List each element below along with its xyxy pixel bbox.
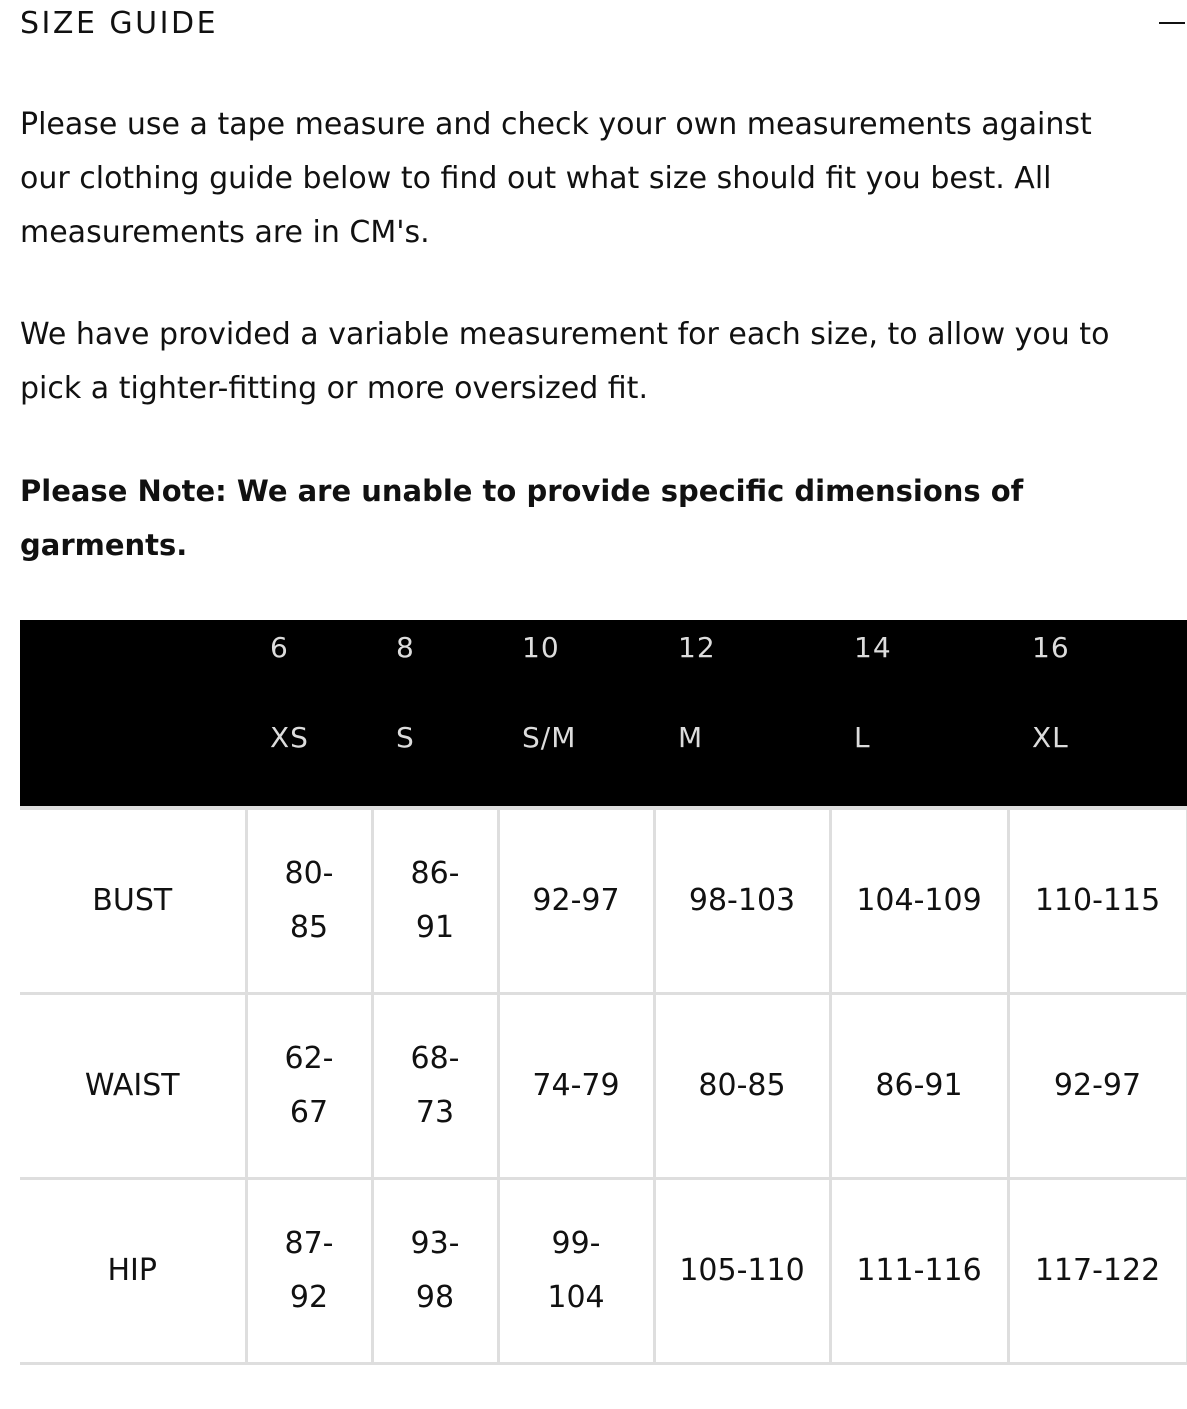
- measurement-cell: [372, 808, 498, 994]
- measurement-value: 111-116: [856, 1253, 982, 1288]
- size-label: S/M: [522, 721, 577, 754]
- measurement-value: 92-97: [532, 883, 620, 918]
- measurement-cell: [498, 994, 654, 1179]
- measurement-value: 80- 85: [284, 856, 334, 945]
- size-number: 6: [270, 631, 289, 664]
- measurement-cell: [830, 1179, 1008, 1364]
- measurement-cell: [498, 1179, 654, 1364]
- size-header-row: [20, 620, 1187, 808]
- intro-paragraph-1: Please use a tape measure and check your own measurements against our clothing guide below to find out what size should fit you best. All measurements are in CM's.: [20, 107, 1092, 250]
- size-number: 14: [854, 631, 892, 664]
- size-number: 12: [678, 631, 716, 664]
- table-row-bust: [20, 808, 1187, 994]
- size-number: 16: [1032, 631, 1070, 664]
- measurement-value: 86-91: [875, 1068, 963, 1103]
- measurement-value: 87- 92: [284, 1226, 334, 1315]
- measurement-cell: [654, 1179, 830, 1364]
- minus-icon[interactable]: [1157, 8, 1187, 38]
- table-row-waist: [20, 994, 1187, 1179]
- measurement-value: 110-115: [1034, 883, 1161, 918]
- size-guide-content: [20, 98, 1120, 620]
- measurement-value: 93- 98: [410, 1226, 460, 1315]
- measurement-cell: [372, 1179, 498, 1364]
- measurement-value: 117-122: [1034, 1253, 1161, 1288]
- size-guide-header[interactable]: [20, 0, 1187, 50]
- measurement-cell: [498, 808, 654, 994]
- measurement-cell: [830, 994, 1008, 1179]
- size-column-header: [830, 620, 1008, 808]
- measurement-cell: [1008, 1179, 1187, 1364]
- measurement-value: 80-85: [698, 1068, 786, 1103]
- size-column-header: [1008, 620, 1187, 808]
- measurement-cell: [830, 808, 1008, 994]
- size-label: S: [396, 721, 415, 754]
- measurement-cell: [372, 994, 498, 1179]
- note-paragraph: Please Note: We are unable to provide specific dimensions of garments.: [20, 474, 1024, 562]
- measurement-cell: [246, 994, 372, 1179]
- measurement-value: 92-97: [1053, 1068, 1142, 1103]
- row-label: WAIST: [20, 994, 246, 1179]
- intro-paragraph-2: We have provided a variable measurement for each size, to allow you to pick a tighter-fitting or more oversized fit.: [20, 317, 1110, 406]
- size-column-header: [498, 620, 654, 808]
- size-number: 8: [396, 631, 415, 664]
- minus-icon-bar: [1159, 22, 1185, 24]
- table-row-hip: [20, 1179, 1187, 1364]
- size-table: [20, 620, 1187, 1365]
- size-column-header: [654, 620, 830, 808]
- header-empty-cell: [20, 620, 246, 808]
- size-label: L: [854, 721, 871, 754]
- measurement-cell: [1008, 994, 1187, 1179]
- size-label: XL: [1032, 721, 1069, 754]
- measurement-value: 105-110: [679, 1253, 805, 1288]
- size-label: XS: [270, 721, 309, 754]
- measurement-value: 99- 104: [547, 1226, 605, 1315]
- measurement-cell: [654, 808, 830, 994]
- measurement-cell: [246, 1179, 372, 1364]
- measurement-value: 74-79: [532, 1068, 620, 1103]
- measurement-cell: [246, 808, 372, 994]
- measurement-value: 86- 91: [410, 856, 460, 945]
- size-number: 10: [522, 631, 560, 664]
- size-guide-title: SIZE GUIDE: [20, 6, 219, 41]
- measurement-cell: [654, 994, 830, 1179]
- measurement-value: 104-109: [856, 883, 982, 918]
- measurement-value: 98-103: [688, 883, 796, 918]
- row-label: HIP: [20, 1179, 246, 1364]
- row-label: BUST: [20, 808, 246, 994]
- measurement-cell: [1008, 808, 1187, 994]
- measurement-value: 68- 73: [410, 1041, 460, 1130]
- size-label: M: [678, 721, 704, 754]
- size-column-header: [372, 620, 498, 808]
- measurement-value: 62- 67: [284, 1041, 334, 1130]
- size-column-header: [246, 620, 372, 808]
